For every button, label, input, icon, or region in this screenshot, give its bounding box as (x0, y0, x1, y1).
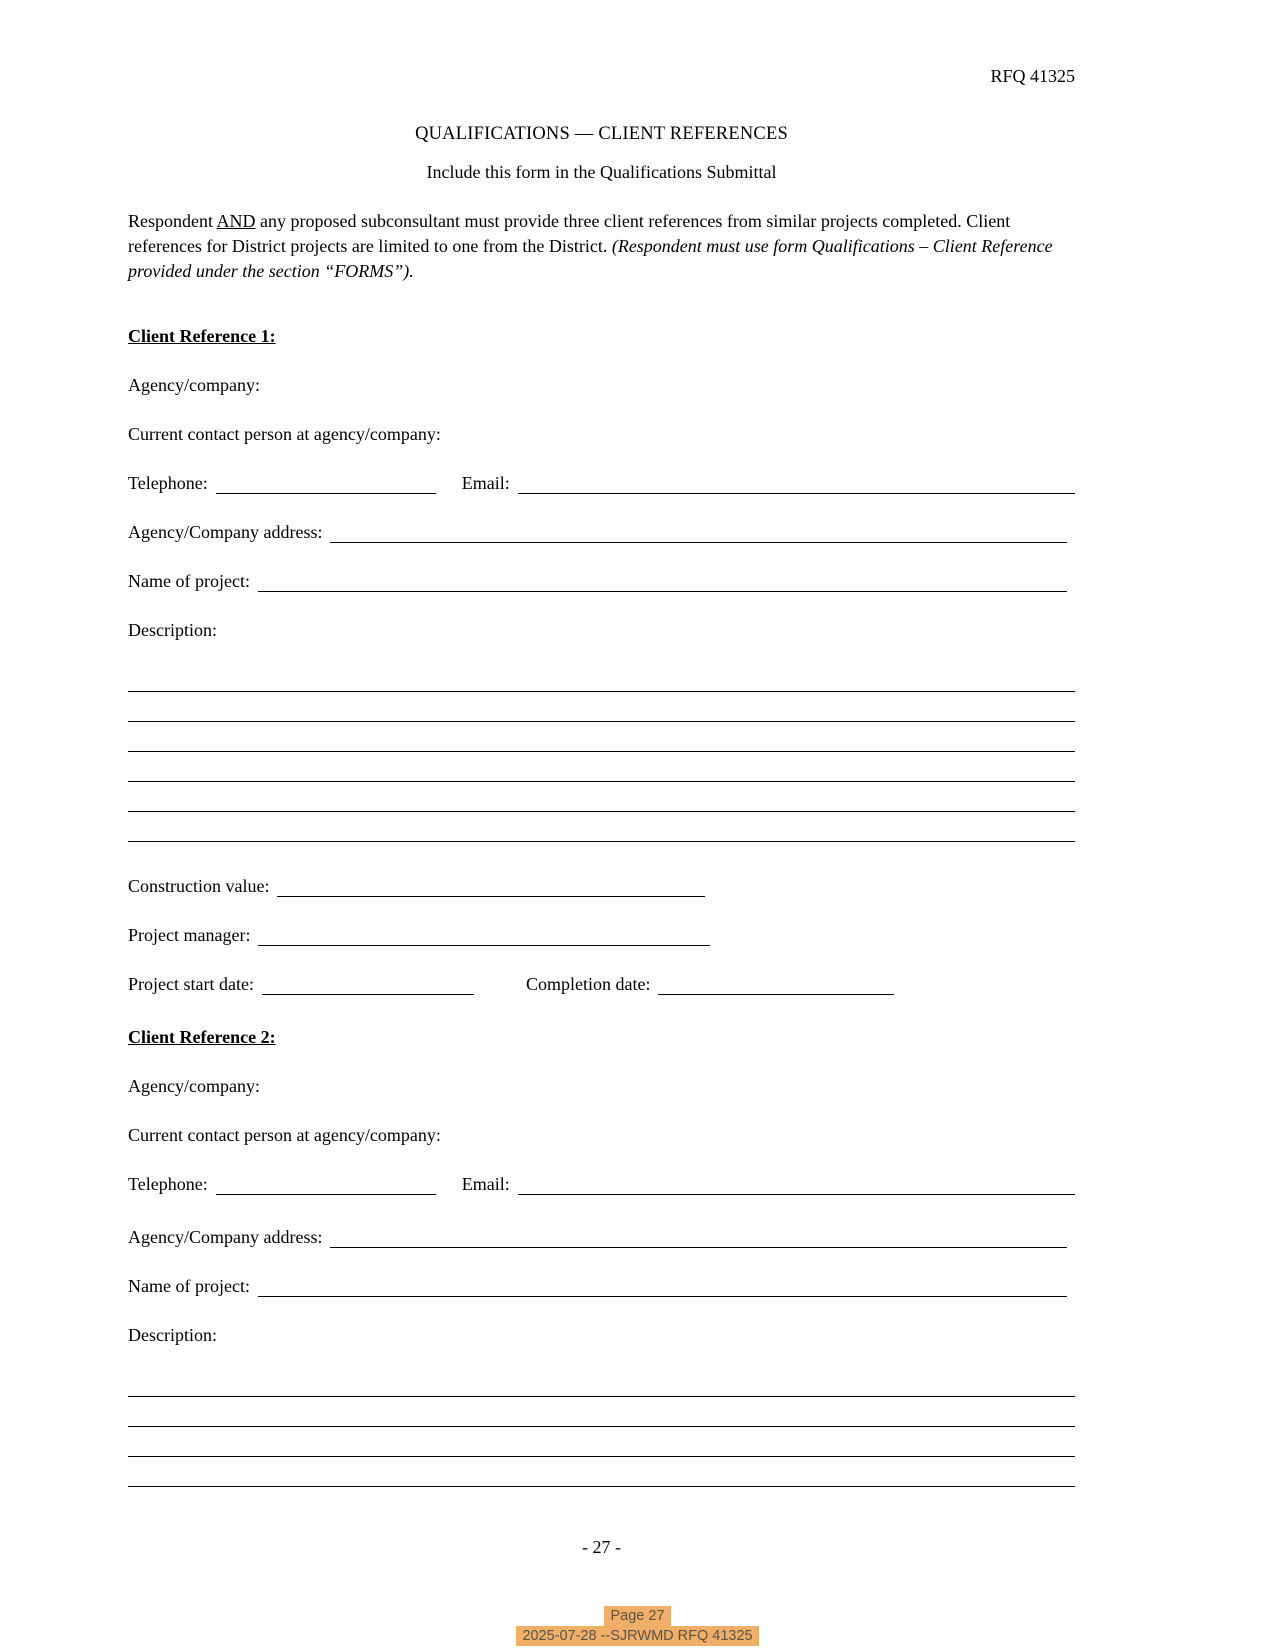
ref1-email-label: Email: (461, 473, 510, 493)
ref1-description-label: Description: (128, 620, 217, 640)
page-number: - 27 - (582, 1537, 621, 1557)
page-subtitle: Include this form in the Qualifications Submittal (426, 162, 777, 182)
ref1-start-date-blank (262, 974, 474, 995)
stamp-date-rfq-label: 2025-07-28 --SJRWMD RFQ 41325 (516, 1626, 758, 1646)
ref1-project-manager-blank (258, 925, 710, 946)
ref1-description-lines (128, 691, 1075, 842)
ref1-email-blank (518, 473, 1075, 494)
ref2-project-name-row (128, 1276, 1075, 1297)
ref1-address-row (128, 522, 1075, 543)
ref2-telephone-blank (216, 1174, 436, 1195)
ref1-address-label: Agency/Company address: (128, 522, 323, 542)
ref1-contact-person-label: Current contact person at agency/company: (128, 424, 441, 444)
ref1-description-line (128, 812, 1075, 842)
ref2-contact-person-row (128, 1125, 1075, 1146)
ref2-project-name-blank (258, 1276, 1067, 1297)
ref1-construction-value-blank (277, 876, 705, 897)
ref2-address-blank (330, 1227, 1067, 1248)
ref1-description-line (128, 752, 1075, 782)
page-content (128, 0, 1075, 1558)
ref1-start-date-label: Project start date: (128, 974, 254, 994)
ref1-construction-value-label: Construction value: (128, 876, 270, 896)
ref1-completion-date-blank (658, 974, 894, 995)
ref2-project-name-label: Name of project: (128, 1276, 250, 1296)
stamp-page-label: Page 27 (604, 1606, 670, 1626)
ref2-telephone-label: Telephone: (128, 1174, 208, 1194)
ref2-description-row (128, 1325, 1075, 1346)
ref2-agency-company-label: Agency/company: (128, 1076, 260, 1096)
intro-paragraph (128, 209, 1075, 284)
ref1-project-manager-label: Project manager: (128, 925, 251, 945)
client-reference-1-heading: Client Reference 1: (128, 326, 276, 346)
ref1-project-manager-row (128, 925, 1075, 946)
ref2-email-blank (518, 1174, 1075, 1195)
ref1-telephone-blank (216, 473, 436, 494)
ref1-dates-row (128, 974, 1075, 995)
footer-stamp (0, 1606, 1275, 1646)
client-reference-2-heading: Client Reference 2: (128, 1027, 276, 1047)
ref2-agency-company-row (128, 1076, 1075, 1097)
ref1-telephone-label: Telephone: (128, 473, 208, 493)
intro-and-underlined: AND (216, 211, 256, 231)
ref1-project-name-blank (258, 571, 1067, 592)
ref1-completion-date-label: Completion date: (525, 974, 651, 994)
stamp-row-2 (0, 1626, 1275, 1646)
ref2-description-lines (128, 1396, 1075, 1487)
ref1-agency-company-row (128, 375, 1075, 396)
ref2-description-line (128, 1427, 1075, 1457)
ref2-email-label: Email: (461, 1174, 510, 1194)
ref2-description-label: Description: (128, 1325, 217, 1345)
intro-text-2: any proposed subconsultant must provide three client references from similar projects completed. Client references for District projects are limited to one from the District. (128, 211, 1011, 256)
ref1-project-name-row (128, 571, 1075, 592)
ref1-description-line (128, 722, 1075, 752)
ref1-project-name-label: Name of project: (128, 571, 250, 591)
ref2-contact-person-label: Current contact person at agency/company: (128, 1125, 441, 1145)
ref1-contact-person-row (128, 424, 1075, 445)
rfq-number: RFQ 41325 (990, 66, 1075, 86)
ref1-description-line (128, 782, 1075, 812)
ref2-address-label: Agency/Company address: (128, 1227, 323, 1247)
ref1-description-row (128, 620, 1075, 641)
page-title: QUALIFICATIONS — CLIENT REFERENCES (415, 124, 788, 144)
ref1-address-blank (330, 522, 1067, 543)
ref1-construction-value-row (128, 876, 1075, 897)
intro-italic-note: (Respondent must use form Qualifications – Client Reference provided under the section “FORMS”). (128, 236, 1053, 281)
stamp-row-1 (0, 1606, 1275, 1626)
intro-text-1: Respondent (128, 211, 217, 231)
ref2-description-line (128, 1457, 1075, 1487)
ref2-telephone-email-row (128, 1174, 1075, 1195)
ref1-description-line (128, 692, 1075, 722)
ref2-address-row (128, 1227, 1075, 1248)
ref2-description-line (128, 1397, 1075, 1427)
ref1-telephone-email-row (128, 473, 1075, 494)
ref1-agency-company-label: Agency/company: (128, 375, 260, 395)
